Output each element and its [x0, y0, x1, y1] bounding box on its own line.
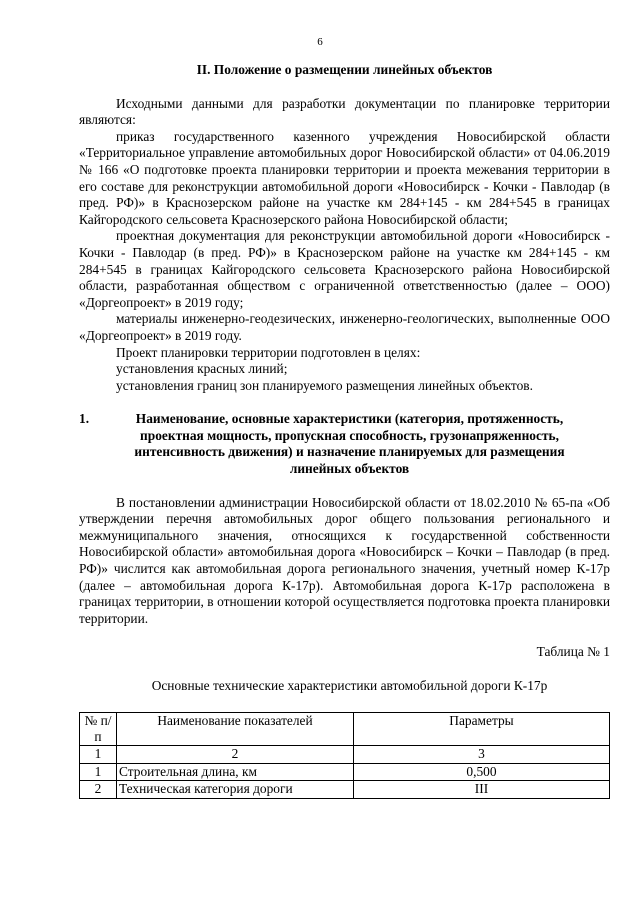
project-docs-paragraph: проектная документация для реконструкции автомобильной дороги «Новосибирск - Кочки - Павлодар (в пред. РФ)» в Краснозерском районе на участке км 284+145 - км 284+545 в границах Кайгородского сельсовета Краснозерского района Новосибирской области, разработанная обществом с ограниченной ответственностью (далее – ООО) «Доргеопроект» в 2019 году;: [79, 228, 610, 310]
table-cell: 1: [80, 746, 117, 763]
table-cell: 2: [117, 746, 354, 763]
table-cell: 3: [354, 746, 610, 763]
table-cell: III: [354, 781, 610, 798]
table-caption: Основные технические характеристики автомобильной дороги К-17р: [151, 678, 548, 693]
document-body: [79, 62, 610, 799]
section-title: II. Положение о размещении линейных объектов: [196, 62, 493, 77]
table-cell: 0,500: [354, 763, 610, 780]
table-row: [80, 763, 610, 780]
surveys-paragraph: материалы инженерно-геодезических, инженерно-геологических, выполненные ООО «Доргеопроект» в 2019 году.: [79, 311, 610, 343]
purpose-paragraph: Проект планировки территории подготовлен в целях:: [116, 344, 421, 360]
table-header-row: [80, 712, 610, 746]
header-parameters: Параметры: [354, 712, 610, 746]
characteristics-table: [79, 712, 610, 799]
subsection-number: 1.: [79, 411, 90, 427]
table-cell: 2: [80, 781, 117, 798]
header-indicator: Наименование показателей: [117, 712, 354, 746]
purpose-item-red-lines: установления красных линий;: [116, 361, 288, 377]
page-number: 6: [317, 36, 323, 48]
subsection-title: Наименование, основные характеристики (категория, протяженность, проектная мощность, пропускная способность, грузонапряженность, интенсивность движения) и назначение планируемых для размещения линейных объектов: [134, 411, 565, 477]
table-label: Таблица № 1: [536, 644, 610, 660]
header-number: № п/п: [80, 712, 117, 746]
table-numbering-row: [80, 746, 610, 763]
table-cell: Строительная длина, км: [117, 763, 354, 780]
body-paragraph: В постановлении администрации Новосибирской области от 18.02.2010 № 65-па «Об утверждении перечня автомобильных дорог общего пользования регионального и межмуниципального значения, относящихся к государственной собственности Новосибирской области» автомобильная дорога «Новосибирск – Кочки – Павлодар (в пред. РФ)» числится как автомобильная дорога регионального значения, учетный номер К-17р (далее – автомобильная дорога К-17р). Автомобильная дорога К-17р расположена в границах территории, в отношении которой осуществляется подготовка проекта планировки территории.: [79, 494, 610, 626]
table-cell: Техническая категория дороги: [117, 781, 354, 798]
order-paragraph: приказ государственного казенного учреждения Новосибирской области «Территориальное управление автомобильных дорог Новосибирской области» от 04.06.2019 № 166 «О подготовке проекта планировки территории и проекта межевания территории в его составе для реконструкции автомобильной дороги «Новосибирск - Кочки - Павлодар (в пред. РФ)» в Краснозерском районе на участке км 284+145 - км 284+545 в границах Кайгородского сельсовета Краснозерского района Новосибирской области;: [79, 128, 610, 227]
subsection-heading: [79, 411, 610, 477]
intro-paragraph: Исходными данными для разработки документации по планировке территории являются:: [79, 95, 610, 128]
purpose-item-zones: установления границ зон планируемого размещения линейных объектов.: [116, 377, 533, 393]
table-row: [80, 781, 610, 798]
table-cell: 1: [80, 763, 117, 780]
